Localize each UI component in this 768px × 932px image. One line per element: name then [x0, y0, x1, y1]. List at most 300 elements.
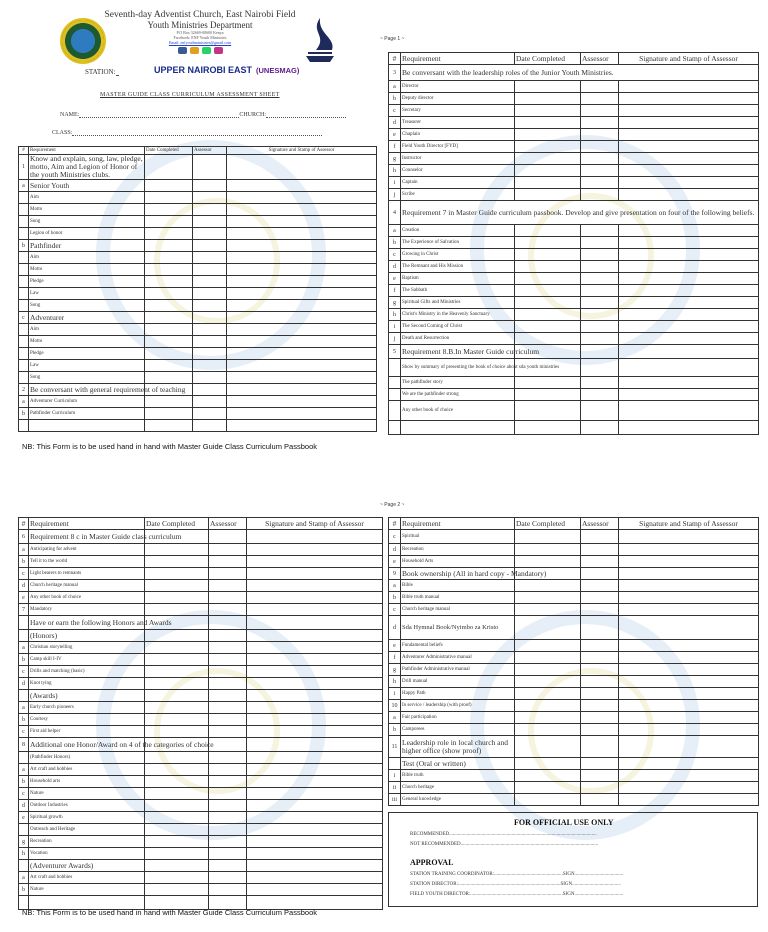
assessor-cell[interactable] — [209, 654, 247, 666]
signature-cell[interactable] — [619, 345, 759, 359]
signature-cell[interactable] — [619, 189, 759, 201]
assessor-cell[interactable] — [209, 690, 247, 702]
assessor-cell[interactable] — [209, 568, 247, 580]
date-cell[interactable] — [145, 360, 193, 372]
date-cell[interactable] — [145, 776, 209, 788]
date-cell[interactable] — [515, 712, 581, 724]
signature-cell[interactable] — [619, 285, 759, 297]
date-cell[interactable] — [145, 752, 209, 764]
assessor-cell[interactable] — [581, 237, 619, 249]
assessor-cell[interactable] — [209, 884, 247, 896]
assessor-cell[interactable] — [209, 860, 247, 872]
signature-cell[interactable] — [247, 776, 383, 788]
assessor-cell[interactable] — [209, 630, 247, 642]
assessor-cell[interactable] — [209, 738, 247, 752]
signature-cell[interactable] — [619, 153, 759, 165]
signature-cell[interactable] — [247, 884, 383, 896]
assessor-cell[interactable] — [581, 129, 619, 141]
signature-cell[interactable] — [619, 736, 759, 758]
assessor-cell[interactable] — [581, 297, 619, 309]
assessor-cell[interactable] — [193, 372, 227, 384]
assessor-cell[interactable] — [581, 736, 619, 758]
assessor-cell[interactable] — [193, 276, 227, 288]
assessor-cell[interactable] — [581, 604, 619, 616]
signature-cell[interactable] — [619, 81, 759, 93]
date-cell[interactable] — [145, 544, 209, 556]
date-cell[interactable] — [145, 642, 209, 654]
assessor-cell[interactable] — [209, 592, 247, 604]
assessor-cell[interactable] — [193, 180, 227, 192]
assessor-cell[interactable] — [209, 642, 247, 654]
signature-cell[interactable] — [227, 180, 377, 192]
date-cell[interactable] — [145, 228, 193, 240]
signature-cell[interactable] — [619, 530, 759, 544]
date-cell[interactable] — [515, 81, 581, 93]
date-cell[interactable] — [515, 421, 581, 435]
date-cell[interactable] — [515, 592, 581, 604]
signature-cell[interactable] — [247, 702, 383, 714]
date-cell[interactable] — [515, 261, 581, 273]
signature-cell[interactable] — [247, 630, 383, 642]
assessor-cell[interactable] — [581, 758, 619, 770]
assessor-cell[interactable] — [193, 216, 227, 228]
signature-cell[interactable] — [619, 782, 759, 794]
signature-cell[interactable] — [247, 860, 383, 872]
date-cell[interactable] — [515, 321, 581, 333]
assessor-cell[interactable] — [581, 333, 619, 345]
date-cell[interactable] — [145, 312, 193, 324]
assessor-cell[interactable] — [581, 273, 619, 285]
signature-cell[interactable] — [227, 420, 377, 432]
date-cell[interactable] — [145, 180, 193, 192]
date-cell[interactable] — [145, 836, 209, 848]
date-cell[interactable] — [515, 530, 581, 544]
assessor-cell[interactable] — [193, 155, 227, 180]
signature-cell[interactable] — [619, 177, 759, 189]
assessor-cell[interactable] — [581, 165, 619, 177]
date-cell[interactable] — [515, 377, 581, 389]
signature-cell[interactable] — [247, 580, 383, 592]
assessor-cell[interactable] — [209, 678, 247, 690]
recommended-line[interactable]: RECOMMENDED...................................................................................................................... — [410, 832, 597, 837]
date-cell[interactable] — [145, 336, 193, 348]
date-cell[interactable] — [145, 592, 209, 604]
assessor-cell[interactable] — [581, 261, 619, 273]
signature-cell[interactable] — [227, 288, 377, 300]
assessor-cell[interactable] — [581, 105, 619, 117]
date-cell[interactable] — [145, 264, 193, 276]
assessor-cell[interactable] — [193, 348, 227, 360]
signature-cell[interactable] — [619, 225, 759, 237]
date-cell[interactable] — [145, 884, 209, 896]
date-cell[interactable] — [515, 105, 581, 117]
assessor-cell[interactable] — [581, 81, 619, 93]
date-cell[interactable] — [515, 616, 581, 640]
signature-cell[interactable] — [619, 580, 759, 592]
assessor-cell[interactable] — [209, 824, 247, 836]
class-field[interactable]: CLASS: — [52, 130, 322, 136]
date-cell[interactable] — [145, 568, 209, 580]
assessor-cell[interactable] — [193, 228, 227, 240]
signature-cell[interactable] — [227, 264, 377, 276]
date-cell[interactable] — [515, 141, 581, 153]
assessor-cell[interactable] — [581, 664, 619, 676]
assessor-cell[interactable] — [193, 252, 227, 264]
signature-cell[interactable] — [619, 165, 759, 177]
date-cell[interactable] — [145, 240, 193, 252]
date-cell[interactable] — [515, 237, 581, 249]
assessor-cell[interactable] — [581, 141, 619, 153]
coordinator-sign-line[interactable]: STATION TRAINING COORDINATOR:.......................................................SIGN....................................... — [410, 872, 624, 877]
director-sign-line[interactable]: STATION DIRECTOR:..................................................................................SIGN....................................... — [410, 882, 621, 887]
signature-cell[interactable] — [619, 93, 759, 105]
assessor-cell[interactable] — [193, 360, 227, 372]
assessor-cell[interactable] — [193, 240, 227, 252]
assessor-cell[interactable] — [581, 389, 619, 401]
name-field[interactable]: NAME: CHURCH: — [60, 112, 346, 118]
date-cell[interactable] — [145, 216, 193, 228]
assessor-cell[interactable] — [581, 700, 619, 712]
assessor-cell[interactable] — [193, 396, 227, 408]
signature-cell[interactable] — [247, 654, 383, 666]
date-cell[interactable] — [145, 155, 193, 180]
signature-cell[interactable] — [619, 377, 759, 389]
date-cell[interactable] — [515, 153, 581, 165]
assessor-cell[interactable] — [581, 421, 619, 435]
signature-cell[interactable] — [619, 724, 759, 736]
date-cell[interactable] — [145, 726, 209, 738]
signature-cell[interactable] — [619, 401, 759, 421]
signature-cell[interactable] — [247, 616, 383, 630]
signature-cell[interactable] — [227, 252, 377, 264]
signature-cell[interactable] — [619, 237, 759, 249]
date-cell[interactable] — [145, 702, 209, 714]
assessor-cell[interactable] — [581, 285, 619, 297]
assessor-cell[interactable] — [209, 616, 247, 630]
row-number — [19, 216, 29, 228]
assessor-cell[interactable] — [209, 776, 247, 788]
signature-cell[interactable] — [619, 105, 759, 117]
signature-cell[interactable] — [619, 297, 759, 309]
date-cell[interactable] — [145, 300, 193, 312]
date-cell[interactable] — [515, 225, 581, 237]
date-cell[interactable] — [515, 580, 581, 592]
signature-cell[interactable] — [619, 616, 759, 640]
assessor-cell[interactable] — [209, 872, 247, 884]
email-link[interactable]: Email: enfyouthministries@gmail.com — [168, 40, 232, 45]
date-cell[interactable] — [145, 630, 209, 642]
date-cell[interactable] — [515, 782, 581, 794]
date-cell[interactable] — [515, 676, 581, 688]
date-cell[interactable] — [515, 724, 581, 736]
date-cell[interactable] — [515, 273, 581, 285]
assessor-cell[interactable] — [209, 752, 247, 764]
date-cell[interactable] — [515, 640, 581, 652]
assessor-cell[interactable] — [581, 189, 619, 201]
assessor-cell[interactable] — [581, 724, 619, 736]
signature-cell[interactable] — [619, 389, 759, 401]
date-cell[interactable] — [145, 666, 209, 678]
date-cell[interactable] — [145, 288, 193, 300]
assessor-cell[interactable] — [581, 249, 619, 261]
date-cell[interactable] — [145, 276, 193, 288]
signature-cell[interactable] — [227, 240, 377, 252]
assessor-cell[interactable] — [193, 264, 227, 276]
date-cell[interactable] — [145, 580, 209, 592]
date-cell[interactable] — [145, 860, 209, 872]
signature-cell[interactable] — [227, 228, 377, 240]
assessor-cell[interactable] — [581, 688, 619, 700]
not-recommended-line[interactable]: NOT RECOMMENDED.............................................................................................................. — [410, 842, 599, 847]
assessor-cell[interactable] — [209, 848, 247, 860]
signature-cell[interactable] — [619, 129, 759, 141]
signature-cell[interactable] — [619, 556, 759, 568]
assessor-cell[interactable] — [209, 812, 247, 824]
assessor-cell[interactable] — [209, 800, 247, 812]
signature-cell[interactable] — [227, 216, 377, 228]
assessor-cell[interactable] — [581, 568, 619, 580]
signature-cell[interactable] — [227, 192, 377, 204]
assessor-cell[interactable] — [193, 336, 227, 348]
signature-cell[interactable] — [247, 824, 383, 836]
signature-cell[interactable] — [247, 872, 383, 884]
assessor-cell[interactable] — [209, 666, 247, 678]
assessor-cell[interactable] — [581, 345, 619, 359]
assessor-cell[interactable] — [581, 377, 619, 389]
assessor-cell[interactable] — [193, 288, 227, 300]
assessor-cell[interactable] — [581, 401, 619, 421]
date-cell[interactable] — [515, 165, 581, 177]
assessor-cell[interactable] — [209, 556, 247, 568]
assessor-cell[interactable] — [209, 702, 247, 714]
signature-cell[interactable] — [619, 273, 759, 285]
date-cell[interactable] — [515, 93, 581, 105]
date-cell[interactable] — [515, 309, 581, 321]
signature-cell[interactable] — [619, 700, 759, 712]
date-cell[interactable] — [515, 700, 581, 712]
date-cell[interactable] — [145, 348, 193, 360]
date-cell[interactable] — [515, 604, 581, 616]
assessor-cell[interactable] — [209, 726, 247, 738]
assessor-cell[interactable] — [193, 324, 227, 336]
signature-cell[interactable] — [247, 666, 383, 678]
date-cell[interactable] — [145, 372, 193, 384]
date-cell[interactable] — [515, 736, 581, 758]
date-cell[interactable] — [145, 556, 209, 568]
signature-cell[interactable] — [619, 568, 759, 580]
assessor-cell[interactable] — [581, 117, 619, 129]
signature-cell[interactable] — [619, 676, 759, 688]
date-cell[interactable] — [515, 129, 581, 141]
table-row — [19, 752, 383, 764]
signature-cell[interactable] — [227, 276, 377, 288]
assessor-cell[interactable] — [209, 604, 247, 616]
date-cell[interactable] — [515, 389, 581, 401]
date-cell[interactable] — [515, 664, 581, 676]
signature-cell[interactable] — [227, 384, 377, 396]
date-cell[interactable] — [145, 714, 209, 726]
signature-cell[interactable] — [247, 642, 383, 654]
assessor-cell[interactable] — [209, 764, 247, 776]
signature-cell[interactable] — [247, 788, 383, 800]
assessor-cell[interactable] — [581, 592, 619, 604]
assessor-cell[interactable] — [581, 676, 619, 688]
date-cell[interactable] — [145, 654, 209, 666]
signature-cell[interactable] — [619, 544, 759, 556]
date-cell[interactable] — [515, 285, 581, 297]
signature-cell[interactable] — [227, 324, 377, 336]
date-cell[interactable] — [145, 872, 209, 884]
signature-cell[interactable] — [619, 604, 759, 616]
signature-cell[interactable] — [619, 321, 759, 333]
signature-cell[interactable] — [227, 372, 377, 384]
signature-cell[interactable] — [247, 714, 383, 726]
date-cell[interactable] — [515, 401, 581, 421]
signature-cell[interactable] — [227, 336, 377, 348]
assessor-cell[interactable] — [581, 359, 619, 377]
assessor-cell[interactable] — [209, 836, 247, 848]
date-cell[interactable] — [515, 758, 581, 770]
assessor-cell[interactable] — [581, 544, 619, 556]
signature-cell[interactable] — [619, 794, 759, 806]
signature-cell[interactable] — [227, 396, 377, 408]
date-cell[interactable] — [515, 652, 581, 664]
signature-cell[interactable] — [619, 117, 759, 129]
assessor-cell[interactable] — [581, 530, 619, 544]
date-cell[interactable] — [145, 788, 209, 800]
signature-cell[interactable] — [227, 204, 377, 216]
date-cell[interactable] — [515, 794, 581, 806]
assessor-cell[interactable] — [193, 192, 227, 204]
signature-cell[interactable] — [227, 360, 377, 372]
assessor-cell[interactable] — [581, 321, 619, 333]
signature-cell[interactable] — [247, 592, 383, 604]
date-cell[interactable] — [145, 252, 193, 264]
date-cell[interactable] — [515, 556, 581, 568]
assessor-cell[interactable] — [581, 616, 619, 640]
date-cell[interactable] — [145, 800, 209, 812]
signature-cell[interactable] — [619, 421, 759, 435]
assessor-cell[interactable] — [193, 300, 227, 312]
assessor-cell[interactable] — [581, 93, 619, 105]
assessor-cell[interactable] — [193, 408, 227, 420]
date-cell[interactable] — [145, 604, 209, 616]
signature-cell[interactable] — [247, 752, 383, 764]
date-cell[interactable] — [515, 688, 581, 700]
signature-cell[interactable] — [619, 652, 759, 664]
assessor-cell[interactable] — [581, 556, 619, 568]
signature-cell[interactable] — [619, 261, 759, 273]
date-cell[interactable] — [145, 204, 193, 216]
signature-cell[interactable] — [247, 764, 383, 776]
assessor-cell[interactable] — [209, 714, 247, 726]
assessor-cell[interactable] — [581, 153, 619, 165]
date-cell[interactable] — [145, 812, 209, 824]
signature-cell[interactable] — [227, 312, 377, 324]
assessor-cell[interactable] — [193, 384, 227, 396]
signature-cell[interactable] — [247, 678, 383, 690]
assessor-cell[interactable] — [581, 580, 619, 592]
signature-cell[interactable] — [619, 770, 759, 782]
signature-cell[interactable] — [247, 690, 383, 702]
signature-cell[interactable] — [247, 812, 383, 824]
signature-cell[interactable] — [227, 300, 377, 312]
date-cell[interactable] — [145, 324, 193, 336]
signature-cell[interactable] — [227, 155, 377, 180]
signature-cell[interactable] — [619, 758, 759, 770]
assessor-cell[interactable] — [581, 770, 619, 782]
signature-cell[interactable] — [619, 712, 759, 724]
assessor-cell[interactable] — [193, 204, 227, 216]
signature-cell[interactable] — [619, 249, 759, 261]
signature-cell[interactable] — [247, 556, 383, 568]
assessor-cell[interactable] — [581, 794, 619, 806]
date-cell[interactable] — [145, 678, 209, 690]
signature-cell[interactable] — [619, 688, 759, 700]
assessor-cell[interactable] — [193, 312, 227, 324]
date-cell[interactable] — [515, 544, 581, 556]
signature-cell[interactable] — [247, 738, 383, 752]
assessor-cell[interactable] — [209, 788, 247, 800]
date-cell[interactable] — [145, 764, 209, 776]
assessor-cell[interactable] — [581, 177, 619, 189]
assessor-cell[interactable] — [581, 782, 619, 794]
date-cell[interactable] — [515, 177, 581, 189]
signature-cell[interactable] — [619, 141, 759, 153]
date-cell[interactable] — [515, 333, 581, 345]
date-cell[interactable] — [515, 249, 581, 261]
signature-cell[interactable] — [619, 309, 759, 321]
signature-cell[interactable] — [247, 530, 383, 544]
assessor-cell[interactable] — [193, 420, 227, 432]
assessor-cell[interactable] — [581, 225, 619, 237]
date-cell[interactable] — [515, 189, 581, 201]
signature-cell[interactable] — [247, 800, 383, 812]
signature-cell[interactable] — [227, 348, 377, 360]
date-cell[interactable] — [515, 770, 581, 782]
date-cell[interactable] — [145, 824, 209, 836]
signature-cell[interactable] — [619, 359, 759, 377]
date-cell[interactable] — [515, 297, 581, 309]
signature-cell[interactable] — [247, 544, 383, 556]
date-cell[interactable] — [145, 690, 209, 702]
date-cell[interactable] — [145, 192, 193, 204]
assessor-cell[interactable] — [581, 640, 619, 652]
signature-cell[interactable] — [227, 408, 377, 420]
signature-cell[interactable] — [247, 568, 383, 580]
date-cell[interactable] — [145, 396, 193, 408]
date-cell[interactable] — [145, 408, 193, 420]
assessor-cell[interactable] — [209, 530, 247, 544]
signature-cell[interactable] — [247, 604, 383, 616]
signature-cell[interactable] — [619, 333, 759, 345]
date-cell[interactable] — [145, 848, 209, 860]
signature-cell[interactable] — [247, 836, 383, 848]
date-cell[interactable] — [145, 420, 193, 432]
signature-cell[interactable] — [619, 640, 759, 652]
signature-cell[interactable] — [619, 592, 759, 604]
assessor-cell[interactable] — [581, 309, 619, 321]
assessor-cell[interactable] — [581, 712, 619, 724]
assessor-cell[interactable] — [209, 580, 247, 592]
signature-cell[interactable] — [247, 848, 383, 860]
assessor-cell[interactable] — [209, 544, 247, 556]
fyd-sign-line[interactable]: FIELD YOUTH DIRECTOR:..........................................................................SIGN....................................... — [410, 892, 624, 897]
assessor-cell[interactable] — [581, 652, 619, 664]
signature-cell[interactable] — [619, 664, 759, 676]
date-cell[interactable] — [515, 117, 581, 129]
signature-cell[interactable] — [247, 726, 383, 738]
